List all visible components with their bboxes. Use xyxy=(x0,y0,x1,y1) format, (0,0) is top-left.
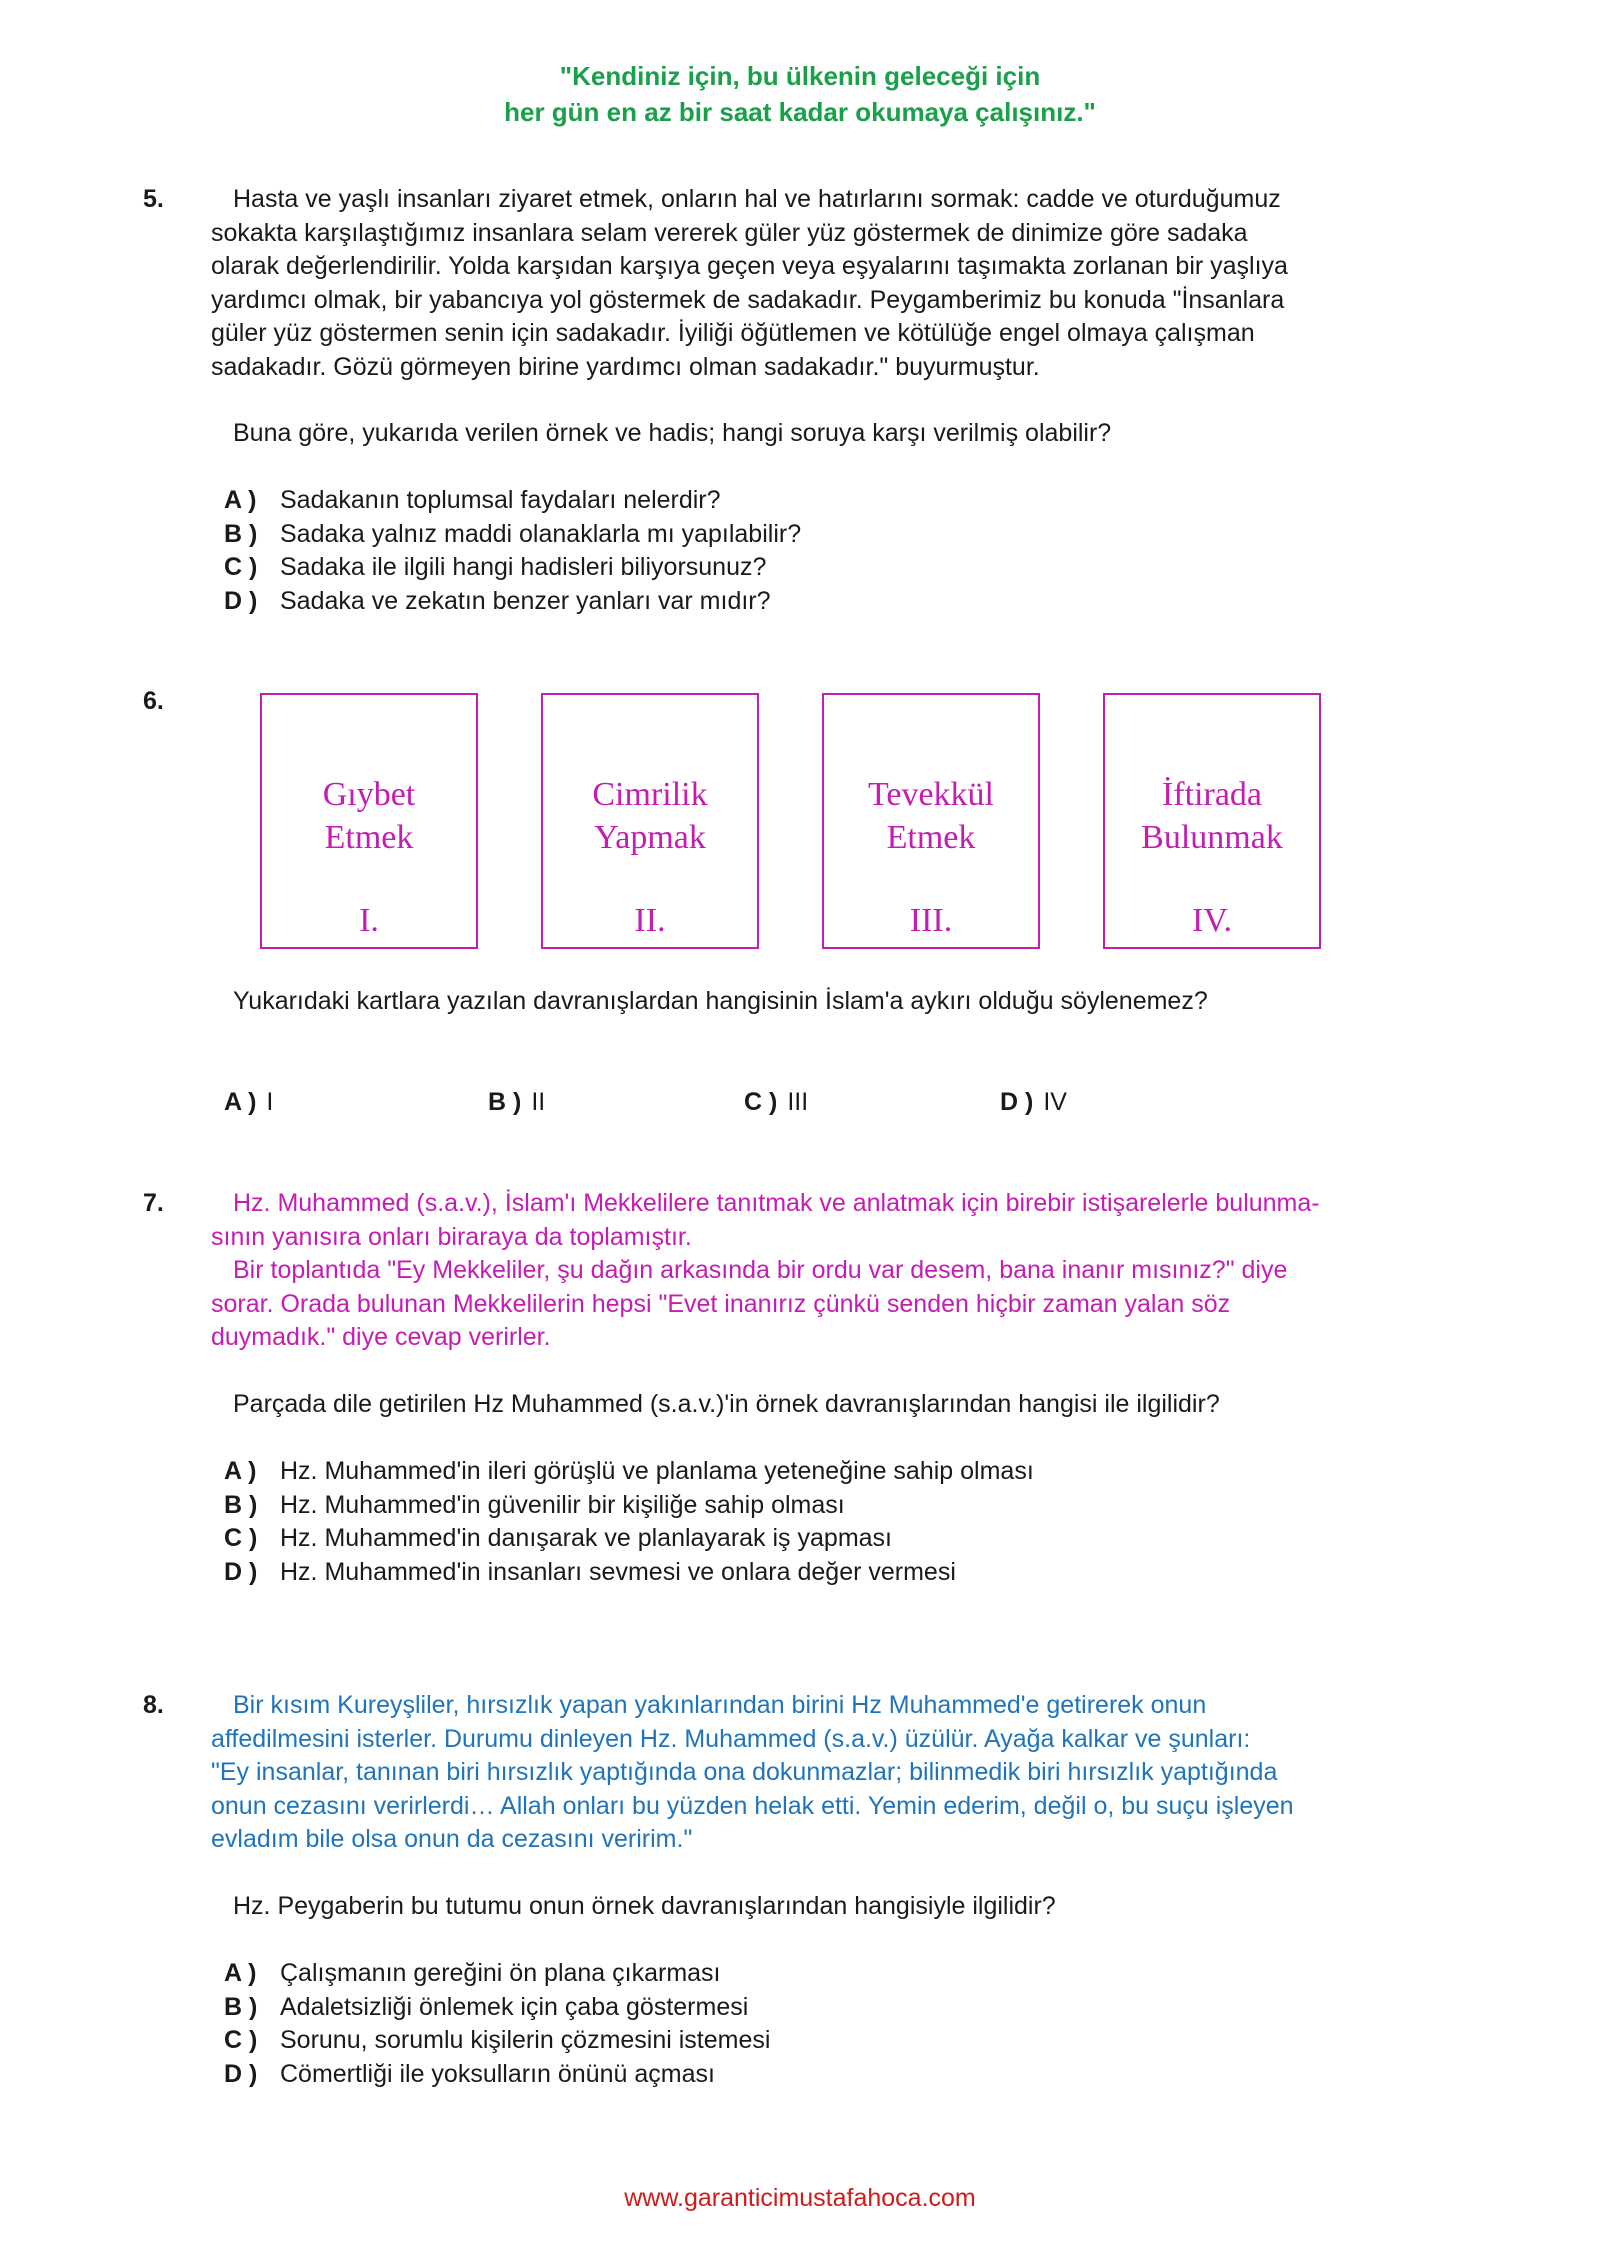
question-number: 8. xyxy=(143,1691,164,1719)
body-line: onun cezasını verirlerdi… Allah onları bu yüzden helak etti. Yemin ederim, değil o, bu suçu işleyen xyxy=(211,1791,1294,1820)
body-line: yardımcı olmak, bir yabancıya yol göstermek de sadakadır. Peygamberimiz bu konuda "İnsanlara xyxy=(211,285,1285,314)
body-line: affedilmesini isterler. Durumu dinleyen Hz. Muhammed (s.a.v.) üzülür. Ayağa kalkar ve şunları: xyxy=(211,1724,1251,1753)
card-text-line: Cimrilik xyxy=(592,776,708,813)
option-letter: C ) xyxy=(224,553,258,581)
option-letter: B ) xyxy=(224,1992,258,2021)
option-letter: A ) xyxy=(224,486,257,514)
option-letter: D ) xyxy=(224,1557,258,1586)
option-text: Hz. Muhammed'in ileri görüşlü ve planlama yeteneğine sahip olması xyxy=(280,1457,1034,1485)
page-header-quote xyxy=(0,58,1600,130)
option-text: Hz. Muhammed'in insanları sevmesi ve onlara değer vermesi xyxy=(280,1557,956,1586)
question-number: 7. xyxy=(143,1189,164,1217)
card-text-line: İftirada xyxy=(1161,776,1263,813)
option-letter: C ) xyxy=(744,1088,778,1116)
option-c[interactable] xyxy=(224,1522,1034,1556)
card-numeral: I. xyxy=(359,902,379,939)
option-text: Sadakanın toplumsal faydaları nelerdir? xyxy=(280,486,721,514)
question-prompt: Parçada dile getirilen Hz Muhammed (s.a.v.)'in örnek davranışlarından hangisi ile ilgilidir? xyxy=(233,1390,1220,1418)
option-b[interactable] xyxy=(488,1086,545,1120)
card-text-line: Yapmak xyxy=(594,819,706,856)
answer-options xyxy=(224,484,801,618)
option-c[interactable] xyxy=(744,1086,808,1120)
body-line: Bir kısım Kureyşliler, hırsızlık yapan yakınlarından birini Hz Muhammed'e getirerek onun xyxy=(233,1691,1207,1719)
option-b[interactable] xyxy=(224,1489,1034,1523)
option-b[interactable] xyxy=(224,518,801,552)
body-line: sorar. Orada bulunan Mekkelilerin hepsi "Evet inanırız çünkü senden hiçbir zaman yalan söz xyxy=(211,1289,1231,1318)
question-number: 5. xyxy=(143,185,164,213)
option-a[interactable] xyxy=(224,1455,1034,1489)
option-text: II xyxy=(531,1088,546,1116)
card-text-line: Tevekkül xyxy=(867,776,995,813)
option-text: Cömertliği ile yoksulların önünü açması xyxy=(280,2059,715,2088)
option-d[interactable] xyxy=(224,585,801,619)
option-text: Sadaka yalnız maddi olanaklarla mı yapılabilir? xyxy=(280,519,802,548)
question-body xyxy=(211,1187,1421,1355)
option-d[interactable] xyxy=(224,2058,770,2092)
option-text: IV xyxy=(1043,1088,1067,1116)
option-letter: C ) xyxy=(224,1524,258,1552)
card-text-line: Etmek xyxy=(324,819,414,856)
option-text: Hz. Muhammed'in güvenilir bir kişiliğe sahip olması xyxy=(280,1490,845,1519)
answer-options xyxy=(224,1957,770,2091)
card-text-line: Gıybet xyxy=(322,776,416,813)
option-letter: C ) xyxy=(224,2026,258,2054)
question-body xyxy=(211,183,1421,384)
option-letter: A ) xyxy=(224,1959,257,1987)
body-line: Hz. Muhammed (s.a.v.), İslam'ı Mekkelilere tanıtmak ve anlatmak için birebir istişarelerle bulunma- xyxy=(233,1189,1320,1217)
option-letter: A ) xyxy=(224,1457,257,1485)
option-text: Sorunu, sorumlu kişilerin çözmesini istemesi xyxy=(280,2026,771,2054)
option-c[interactable] xyxy=(224,551,801,585)
card-numeral: II. xyxy=(634,902,666,939)
question-prompt: Hz. Peygaberin bu tutumu onun örnek davranışlarından hangisiyle ilgilidir? xyxy=(233,1892,1056,1920)
behavior-card-2 xyxy=(541,693,759,949)
option-b[interactable] xyxy=(224,1991,770,2025)
body-line: sadakadır. Gözü görmeyen birine yardımcı olman sadakadır." buyurmuştur. xyxy=(211,352,1040,381)
question-prompt: Buna göre, yukarıda verilen örnek ve hadis; hangi soruya karşı verilmiş olabilir? xyxy=(233,419,1112,447)
option-text: Hz. Muhammed'in danışarak ve planlayarak iş yapması xyxy=(280,1524,892,1552)
option-letter: A ) xyxy=(224,1088,257,1116)
body-line: "Ey insanlar, tanınan biri hırsızlık yaptığında ona dokunmazlar; bilinmedik biri hırsızlık yaptığında xyxy=(211,1758,1278,1786)
question-number: 6. xyxy=(143,687,164,715)
option-text: Çalışmanın gereğini ön plana çıkarması xyxy=(280,1959,721,1987)
option-text: Sadaka ve zekatın benzer yanları var mıdır? xyxy=(280,586,771,615)
option-d[interactable] xyxy=(224,1556,1034,1590)
header-line-1: "Kendiniz için, bu ülkenin geleceği için xyxy=(559,61,1041,91)
body-line: sokakta karşılaştığımız insanlara selam vererek güler yüz göstermek de dinimize göre sadaka xyxy=(211,218,1248,247)
question-prompt: Yukarıdaki kartlara yazılan davranışlardan hangisinin İslam'a aykırı olduğu söylenemez? xyxy=(233,987,1208,1015)
behavior-card-1 xyxy=(260,693,478,949)
option-text: Sadaka ile ilgili hangi hadisleri biliyorsunuz? xyxy=(280,553,767,581)
option-a[interactable] xyxy=(224,1086,273,1120)
option-letter: B ) xyxy=(224,1490,258,1519)
card-numeral: III. xyxy=(909,902,953,939)
option-letter: D ) xyxy=(1000,1088,1034,1116)
behavior-card-3 xyxy=(822,693,1040,949)
option-text: III xyxy=(787,1088,809,1116)
body-line: güler yüz göstermen senin için sadakadır. İyiliği öğütlemen ve kötülüğe engel olmaya çalışman xyxy=(211,319,1255,347)
option-letter: D ) xyxy=(224,586,258,615)
option-a[interactable] xyxy=(224,1957,770,1991)
option-text: I xyxy=(266,1088,274,1116)
body-line: Bir toplantıda "Ey Mekkeliler, şu dağın arkasında bir ordu var desem, bana inanır mısınız?" diye xyxy=(233,1256,1288,1284)
option-c[interactable] xyxy=(224,2024,770,2058)
question-body xyxy=(211,1689,1421,1857)
body-line: evladım bile olsa onun da cezasını veririm." xyxy=(211,1825,693,1853)
option-d[interactable] xyxy=(1000,1086,1067,1120)
body-line: olarak değerlendirilir. Yolda karşıdan karşıya geçen veya eşyalarını taşımakta zorlanan bir yaşlıya xyxy=(211,252,1288,280)
header-line-2: her gün en az bir saat kadar okumaya çalışınız." xyxy=(504,97,1096,127)
option-text: Adaletsizliği önlemek için çaba göstermesi xyxy=(280,1992,749,2021)
behavior-card-4 xyxy=(1103,693,1321,949)
footer-website-link[interactable]: www.garanticimustafahoca.com xyxy=(624,2184,976,2212)
card-numeral: IV. xyxy=(1192,902,1232,939)
option-a[interactable] xyxy=(224,484,801,518)
option-letter: B ) xyxy=(224,519,258,548)
body-line: sının yanısıra onları biraraya da toplamıştır. xyxy=(211,1222,692,1251)
card-text-line: Bulunmak xyxy=(1141,819,1283,856)
answer-options xyxy=(224,1455,1034,1589)
option-letter: B ) xyxy=(488,1088,522,1116)
body-line: duymadık." diye cevap verirler. xyxy=(211,1323,551,1351)
body-line: Hasta ve yaşlı insanları ziyaret etmek, onların hal ve hatırlarını sormak: cadde ve oturduğumuz xyxy=(233,185,1281,213)
card-text-line: Etmek xyxy=(886,819,976,856)
option-letter: D ) xyxy=(224,2059,258,2088)
